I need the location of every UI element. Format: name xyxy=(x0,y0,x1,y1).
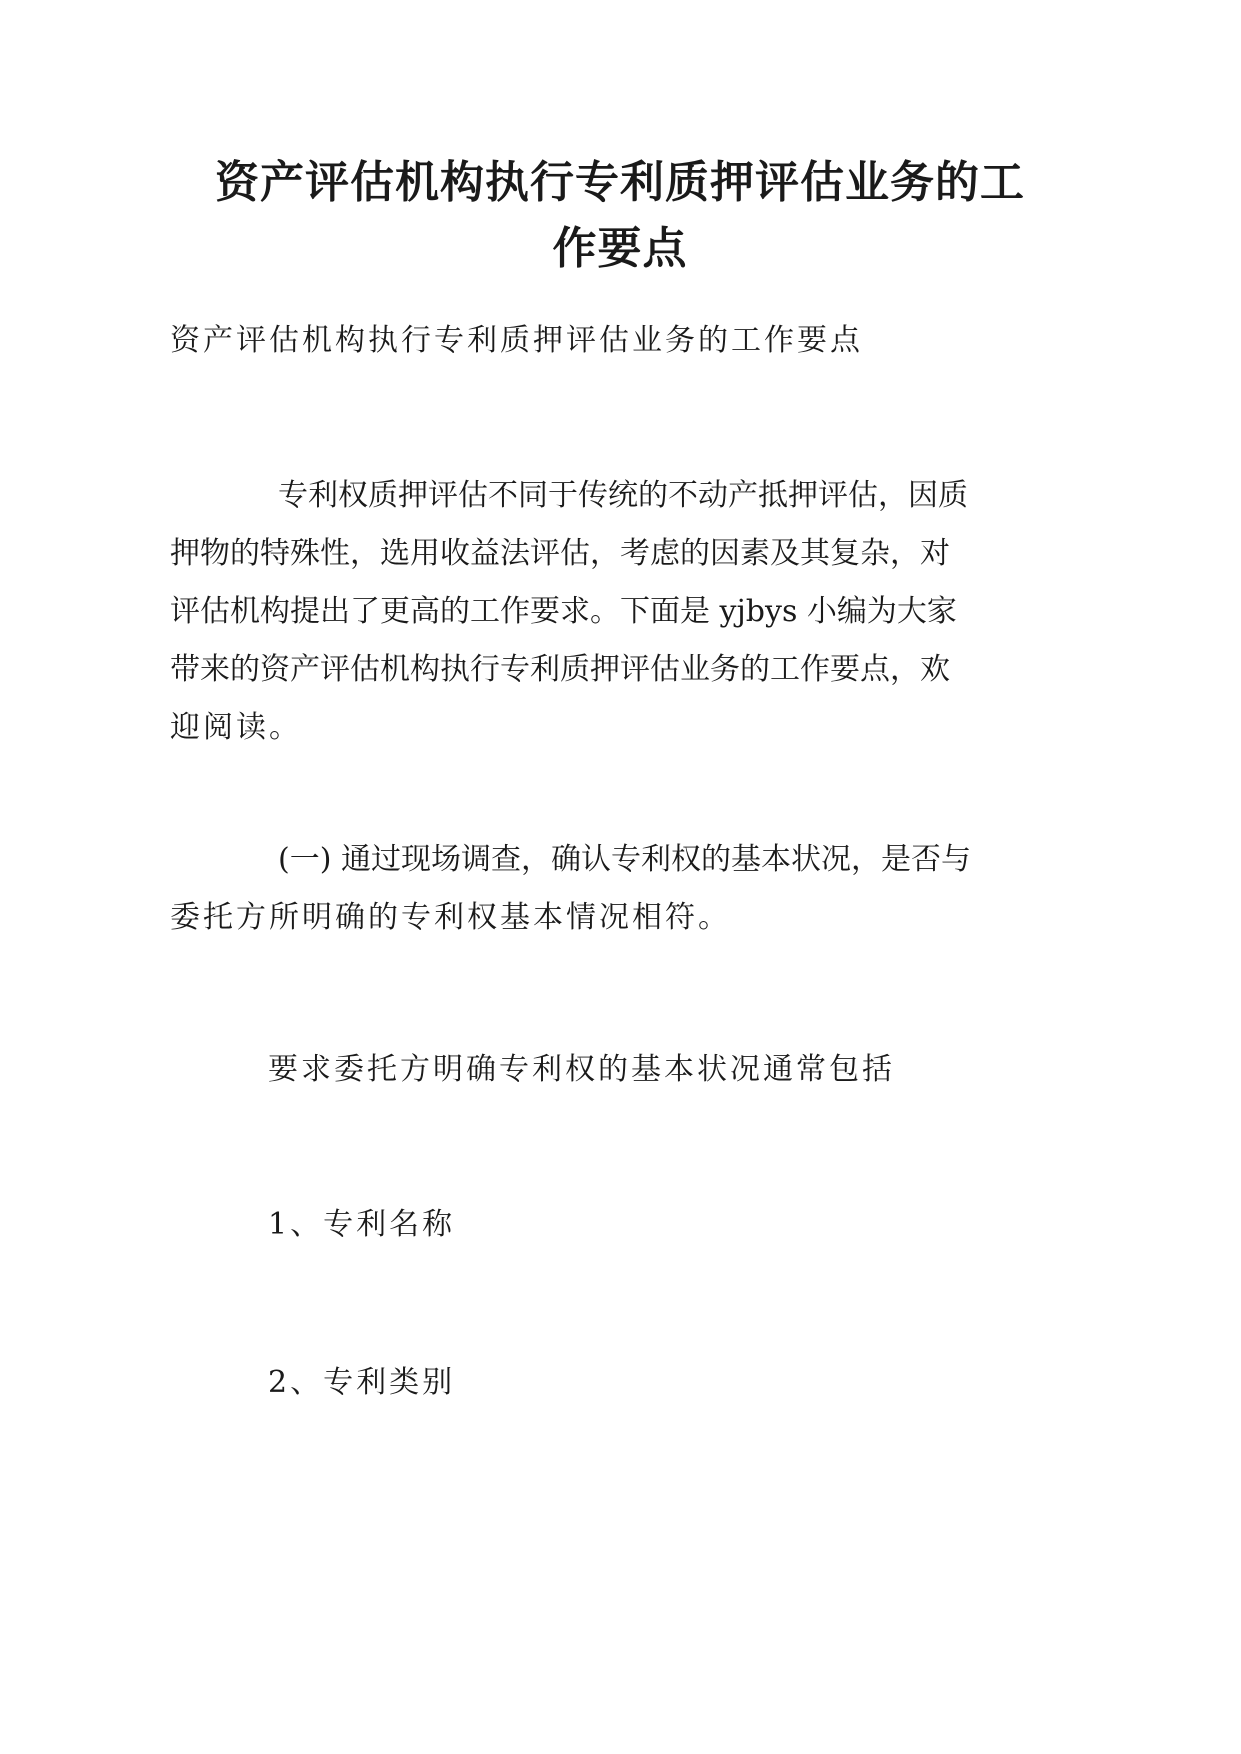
list-item-patent-category: 2、专利类别 xyxy=(268,1365,456,1400)
intro-line: 专利权质押评估不同于传统的不动产抵押评估，因质 xyxy=(278,478,968,513)
intro-paragraph xyxy=(170,467,968,757)
intro-line: 带来的资产评估机构执行专利质押评估业务的工作要点，欢 xyxy=(170,652,950,687)
intro-line: 押物的特殊性，选用收益法评估，考虑的因素及其复杂，对 xyxy=(170,536,950,571)
document-subtitle: 资产评估机构执行专利质押评估业务的工作要点 xyxy=(170,323,863,358)
intro-line: 评估机构提出了更高的工作要求。下面是 yjbys 小编为大家 xyxy=(170,594,957,629)
document-title-line-1: 资产评估机构执行专利质押评估业务的工 xyxy=(215,157,1025,208)
document-title-line-2: 作要点 xyxy=(552,223,688,274)
section-1-line: 委托方所明确的专利权基本情况相符。 xyxy=(170,900,731,935)
list-item-patent-name: 1、专利名称 xyxy=(268,1207,456,1242)
section-1-paragraph xyxy=(170,831,971,947)
intro-line: 迎阅读。 xyxy=(170,710,302,745)
requirement-text: 要求委托方明确专利权的基本状况通常包括 xyxy=(268,1052,895,1087)
section-1-line: (一) 通过现场调查，确认专利权的基本状况，是否与 xyxy=(278,842,971,877)
